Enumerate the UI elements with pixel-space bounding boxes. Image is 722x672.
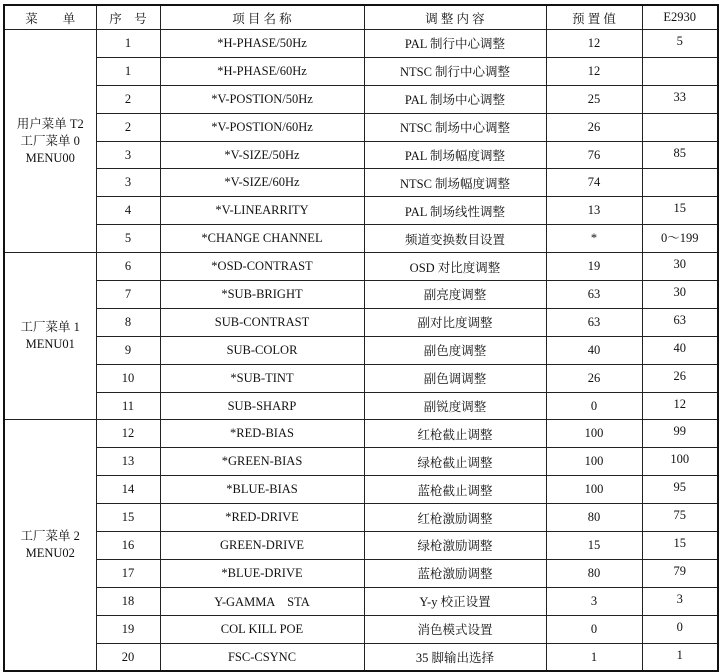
preset-value: 3 [546,587,642,615]
menu-group-line: 工厂菜单 1 [20,320,80,335]
row-number: 4 [96,197,160,225]
adjust-content: 绿枪激励调整 [364,532,546,560]
item-name: SUB-SHARP [160,392,364,420]
table-row [4,30,718,58]
model-value: 95 [642,476,718,504]
preset-value: 25 [546,85,642,113]
model-value: 100 [642,448,718,476]
preset-value: * [546,225,642,253]
model-value: 26 [642,364,718,392]
preset-value: 26 [546,113,642,141]
table-row [4,392,718,420]
row-number: 11 [96,392,160,420]
item-name: *RED-DRIVE [160,504,364,532]
preset-value: 0 [546,615,642,643]
preset-value: 63 [546,308,642,336]
table-row [4,113,718,141]
row-number: 17 [96,559,160,587]
item-name: *BLUE-DRIVE [160,559,364,587]
table-row [4,169,718,197]
table-body [4,30,718,672]
model-value: 0～199 [642,225,718,253]
item-name: *V-POSTION/60Hz [160,113,364,141]
item-name: COL KILL POE [160,615,364,643]
menu-group-line: 用户菜单 T2 [16,116,84,131]
preset-value: 15 [546,532,642,560]
preset-value: 100 [546,448,642,476]
adjust-content: 频道变换数目设置 [364,225,546,253]
preset-value: 80 [546,504,642,532]
model-value: 30 [642,281,718,309]
row-number: 5 [96,225,160,253]
adjust-content: 蓝枪激励调整 [364,559,546,587]
table-row [4,364,718,392]
preset-value: 12 [546,30,642,58]
model-value: 15 [642,197,718,225]
adjust-content: OSD 对比度调整 [364,253,546,281]
table-row [4,420,718,448]
table-row [4,281,718,309]
adjustment-table [3,4,719,672]
item-name: *BLUE-BIAS [160,476,364,504]
header-adjust-content: 调 整 内 容 [364,5,546,30]
row-number: 1 [96,30,160,58]
preset-value: 63 [546,281,642,309]
table-row [4,504,718,532]
table-row [4,559,718,587]
model-value: 0 [642,615,718,643]
model-value [642,169,718,197]
table-row [4,643,718,671]
table-row [4,476,718,504]
adjust-content: 绿枪截止调整 [364,448,546,476]
table-row [4,253,718,281]
row-number: 13 [96,448,160,476]
table-row [4,197,718,225]
preset-value: 1 [546,643,642,671]
table-row [4,308,718,336]
adjust-content: 副色调调整 [364,364,546,392]
adjust-content: 副亮度调整 [364,281,546,309]
model-value [642,57,718,85]
model-value: 33 [642,85,718,113]
adjust-content: NTSC 制场幅度调整 [364,169,546,197]
preset-value: 0 [546,392,642,420]
model-value: 75 [642,504,718,532]
row-number: 3 [96,141,160,169]
adjust-content: PAL 制场线性调整 [364,197,546,225]
adjust-content: 副锐度调整 [364,392,546,420]
model-value: 1 [642,643,718,671]
adjust-content: Y-y 校正设置 [364,587,546,615]
adjust-content: NTSC 制行中心调整 [364,57,546,85]
row-number: 9 [96,336,160,364]
menu-group-line: 工厂菜单 2 [20,529,80,544]
adjust-content: 红枪激励调整 [364,504,546,532]
row-number: 6 [96,253,160,281]
row-number: 3 [96,169,160,197]
table-row [4,141,718,169]
menu-group-line: MENU02 [25,546,75,561]
item-name: GREEN-DRIVE [160,532,364,560]
model-value: 40 [642,336,718,364]
preset-value: 40 [546,336,642,364]
adjust-content: 35 脚输出选择 [364,643,546,671]
adjust-content: 红枪截止调整 [364,420,546,448]
preset-value: 19 [546,253,642,281]
item-name: FSC-CSYNC [160,643,364,671]
model-value: 30 [642,253,718,281]
row-number: 14 [96,476,160,504]
table-row [4,448,718,476]
preset-value: 74 [546,169,642,197]
model-value: 85 [642,141,718,169]
menu-group-cell [4,420,96,672]
preset-value: 100 [546,420,642,448]
item-name: *SUB-TINT [160,364,364,392]
model-value [642,113,718,141]
item-name: *V-SIZE/60Hz [160,169,364,197]
model-value: 3 [642,587,718,615]
item-name: *CHANGE CHANNEL [160,225,364,253]
row-number: 10 [96,364,160,392]
header-model: E2930 [642,5,718,30]
model-value: 79 [642,559,718,587]
row-number: 15 [96,504,160,532]
item-name: SUB-COLOR [160,336,364,364]
item-name: Y-GAMMA STA [160,587,364,615]
row-number: 16 [96,532,160,560]
adjust-content: PAL 制场中心调整 [364,85,546,113]
model-value: 15 [642,532,718,560]
table-row [4,225,718,253]
model-value: 99 [642,420,718,448]
row-number: 12 [96,420,160,448]
item-name: *RED-BIAS [160,420,364,448]
preset-value: 26 [546,364,642,392]
item-name: *H-PHASE/60Hz [160,57,364,85]
menu-group-cell [4,253,96,420]
table-row [4,587,718,615]
adjust-content: NTSC 制场中心调整 [364,113,546,141]
adjust-content: 副色度调整 [364,336,546,364]
adjust-content: 消色模式设置 [364,615,546,643]
item-name: *V-SIZE/50Hz [160,141,364,169]
model-value: 12 [642,392,718,420]
header-menu: 菜 单 [4,5,96,30]
header-item-name: 项 目 名 称 [160,5,364,30]
model-value: 63 [642,308,718,336]
item-name: *OSD-CONTRAST [160,253,364,281]
menu-group-line: MENU01 [25,337,75,352]
item-name: *H-PHASE/50Hz [160,30,364,58]
table-row [4,615,718,643]
table-row [4,57,718,85]
menu-group-line: 工厂菜单 0 [20,133,80,148]
row-number: 2 [96,113,160,141]
item-name: *V-LINEARRITY [160,197,364,225]
item-name: *V-POSTION/50Hz [160,85,364,113]
row-number: 2 [96,85,160,113]
model-value: 5 [642,30,718,58]
preset-value: 12 [546,57,642,85]
item-name: SUB-CONTRAST [160,308,364,336]
item-name: *SUB-BRIGHT [160,281,364,309]
menu-group-line: MENU00 [25,150,75,165]
item-name: *GREEN-BIAS [160,448,364,476]
adjust-content: PAL 制行中心调整 [364,30,546,58]
table-row [4,85,718,113]
row-number: 1 [96,57,160,85]
adjust-content: 副对比度调整 [364,308,546,336]
row-number: 20 [96,643,160,671]
table-row [4,336,718,364]
header-preset-value: 预 置 值 [546,5,642,30]
menu-group-cell [4,30,96,253]
row-number: 19 [96,615,160,643]
adjust-content: PAL 制场幅度调整 [364,141,546,169]
row-number: 18 [96,587,160,615]
header-row [4,5,718,30]
adjust-content: 蓝枪截止调整 [364,476,546,504]
preset-value: 13 [546,197,642,225]
table-row [4,532,718,560]
row-number: 8 [96,308,160,336]
row-number: 7 [96,281,160,309]
preset-value: 80 [546,559,642,587]
preset-value: 100 [546,476,642,504]
header-no: 序 号 [96,5,160,30]
preset-value: 76 [546,141,642,169]
